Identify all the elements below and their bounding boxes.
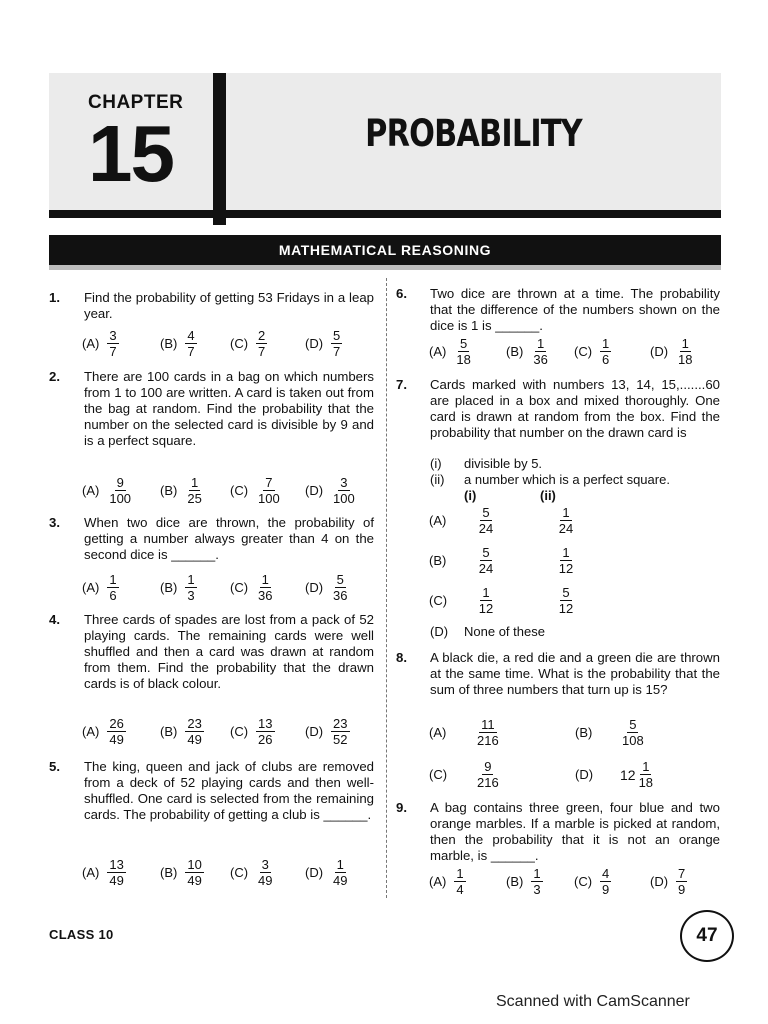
option-c bbox=[230, 857, 275, 888]
fraction: $\frac{1}{3}$ bbox=[533, 866, 541, 897]
fraction: $\frac{10}{49}$ bbox=[187, 857, 202, 888]
option-label: (A) bbox=[429, 513, 447, 528]
chapter-label: CHAPTER bbox=[88, 92, 184, 113]
option-b bbox=[506, 866, 543, 897]
option-d-label: (D) bbox=[430, 624, 449, 639]
option-label: (D) bbox=[575, 767, 594, 782]
question-number: 3. bbox=[49, 515, 60, 530]
option-label: (C) bbox=[574, 344, 593, 359]
fraction: $\frac{1}{6}$ bbox=[109, 572, 117, 603]
option-a bbox=[429, 866, 466, 897]
option-label: (B) bbox=[575, 725, 593, 740]
fraction: $\frac{11}{216}$ bbox=[477, 717, 499, 748]
option-c bbox=[429, 585, 581, 616]
fraction: $\frac{1}{18}$ bbox=[678, 336, 693, 367]
option-label: (C) bbox=[230, 865, 249, 880]
fraction: $\frac{5}{18}$ bbox=[456, 336, 471, 367]
fraction: $\frac{9}{100}$ bbox=[109, 475, 132, 506]
option-d bbox=[650, 866, 687, 897]
option-label: (B) bbox=[160, 724, 178, 739]
fraction: $\frac{3}{100}$ bbox=[333, 475, 355, 506]
option-c bbox=[574, 866, 611, 897]
sub-part-i: divisible by 5. bbox=[464, 456, 543, 471]
option-a bbox=[82, 475, 133, 506]
option-b bbox=[160, 716, 204, 747]
option-label: (B) bbox=[506, 874, 524, 889]
option-d bbox=[305, 857, 350, 888]
fraction: $\frac{7}{9}$ bbox=[678, 866, 686, 897]
option-d bbox=[305, 716, 350, 747]
question-text: Two dice are thrown at a time. The probability that the difference of the numbers shown on the dice is 1 is ______. bbox=[430, 286, 720, 333]
option-label: (C) bbox=[429, 593, 448, 608]
option-label: (D) bbox=[305, 483, 324, 498]
fraction: $\frac{1}{4}$ bbox=[456, 866, 464, 897]
option-label: (C) bbox=[429, 767, 448, 782]
option-label: (A) bbox=[82, 336, 100, 351]
option-label: (B) bbox=[506, 344, 524, 359]
option-d bbox=[305, 328, 342, 359]
option-a bbox=[82, 572, 119, 603]
fraction: $\frac{4}{7}$ bbox=[187, 328, 195, 359]
option-a bbox=[82, 716, 126, 747]
option-label: (B) bbox=[160, 483, 178, 498]
page-number: 47 bbox=[696, 925, 718, 946]
fraction: $\frac{1}{12}$ bbox=[478, 585, 494, 616]
option-a bbox=[429, 505, 581, 536]
sub-part-i-label: (i) bbox=[430, 456, 442, 471]
fraction: $\frac{3}{49}$ bbox=[258, 857, 273, 888]
option-label: (A) bbox=[429, 344, 447, 359]
fraction: $\frac{1}{24}$ bbox=[558, 505, 574, 536]
option-label: (A) bbox=[429, 874, 447, 889]
option-label: (D) bbox=[305, 724, 324, 739]
option-a bbox=[82, 328, 119, 359]
option-label: (A) bbox=[82, 724, 100, 739]
question-text: The king, queen and jack of clubs are removed from a deck of 52 playing cards and then well-shuffled. One card is selected from the remaining cards. The probability of getting a club is ______. bbox=[84, 759, 374, 822]
option-c bbox=[230, 328, 267, 359]
option-d bbox=[650, 336, 695, 367]
fraction: $\frac{23}{52}$ bbox=[333, 716, 348, 747]
fraction: $\frac{5}{12}$ bbox=[558, 585, 574, 616]
fraction: $\frac{9}{216}$ bbox=[477, 759, 499, 790]
option-label: (C) bbox=[574, 874, 593, 889]
question-number: 4. bbox=[49, 612, 60, 627]
option-c bbox=[230, 716, 275, 747]
header-horizontal-rule bbox=[49, 210, 721, 218]
section-heading-bar bbox=[49, 235, 721, 265]
option-label: (B) bbox=[160, 865, 178, 880]
option-b bbox=[160, 857, 204, 888]
fraction: $\frac{1}{25}$ bbox=[187, 475, 202, 506]
question-number: 6. bbox=[396, 286, 407, 301]
question-text: When two dice are thrown, the probability of getting a number always greater than 4 on the second dice is ______. bbox=[84, 515, 374, 562]
option-d bbox=[305, 475, 357, 506]
fraction: $\frac{5}{36}$ bbox=[333, 572, 348, 603]
fraction: $\frac{1}{36}$ bbox=[258, 572, 273, 603]
fraction: $\frac{26}{49}$ bbox=[109, 716, 124, 747]
option-b bbox=[160, 475, 204, 506]
option-b bbox=[160, 572, 197, 603]
fraction: $\frac{1}{36}$ bbox=[533, 336, 548, 367]
option-c bbox=[230, 475, 282, 506]
option-a bbox=[429, 336, 473, 367]
section-heading: MATHEMATICAL REASONING bbox=[278, 242, 492, 258]
question-text: A black die, a red die and a green die are thrown at the same time. What is the probability that the sum of three numbers that turn up is 15? bbox=[430, 650, 720, 697]
fraction: $\frac{23}{49}$ bbox=[187, 716, 202, 747]
fraction: $\frac{1}{18}$ bbox=[638, 759, 654, 790]
option-label: (C) bbox=[230, 580, 249, 595]
fraction: $\frac{13}{49}$ bbox=[109, 857, 124, 888]
option-c bbox=[230, 572, 275, 603]
sub-part-ii-label: (ii) bbox=[430, 472, 445, 487]
option-label: (A) bbox=[82, 865, 100, 880]
question-number: 9. bbox=[396, 800, 407, 815]
option-label: (A) bbox=[82, 580, 100, 595]
option-label: (D) bbox=[305, 336, 324, 351]
column-divider bbox=[386, 278, 387, 898]
question-number: 5. bbox=[49, 759, 60, 774]
option-b bbox=[575, 717, 646, 748]
fraction: $\frac{3}{7}$ bbox=[109, 328, 117, 359]
option-label: (D) bbox=[305, 865, 324, 880]
fraction: $\frac{1}{6}$ bbox=[602, 336, 610, 367]
class-label: CLASS 10 bbox=[49, 927, 114, 942]
option-a bbox=[82, 857, 126, 888]
question-number: 1. bbox=[49, 290, 60, 305]
option-label: (B) bbox=[160, 336, 178, 351]
option-label: (D) bbox=[305, 580, 324, 595]
option-d bbox=[305, 572, 350, 603]
fraction: $\frac{13}{26}$ bbox=[258, 716, 273, 747]
section-heading-shadow bbox=[49, 265, 721, 270]
page-number-badge bbox=[680, 910, 734, 962]
fraction: $\frac{5}{108}$ bbox=[622, 717, 644, 748]
option-d: None of these bbox=[464, 624, 545, 639]
fraction: $\frac{5}{7}$ bbox=[333, 328, 341, 359]
scanner-watermark: Scanned with CamScanner bbox=[496, 993, 690, 1010]
option-d bbox=[575, 759, 655, 790]
option-label: (B) bbox=[429, 553, 447, 568]
question-number: 2. bbox=[49, 369, 60, 384]
option-label: (D) bbox=[650, 874, 669, 889]
chapter-number: 15 bbox=[88, 109, 173, 198]
option-label: (C) bbox=[230, 724, 249, 739]
option-label: (B) bbox=[160, 580, 178, 595]
option-label: (C) bbox=[230, 483, 249, 498]
page-title: PROBABILITY bbox=[365, 112, 582, 155]
question-text: There are 100 cards in a bag on which numbers from 1 to 100 are written. A card is taken out from the bag at random. Find the probability that the number on the selected card is divisible by 9 and is a perfect square. bbox=[84, 369, 374, 448]
header-vertical-rule bbox=[213, 73, 226, 225]
fraction: $\frac{1}{12}$ bbox=[558, 545, 574, 576]
option-c bbox=[574, 336, 611, 367]
sub-part-ii: a number which is a perfect square. bbox=[464, 472, 670, 487]
option-label: (A) bbox=[429, 725, 447, 740]
fraction: $\frac{1}{3}$ bbox=[187, 572, 195, 603]
option-c bbox=[429, 759, 501, 790]
fraction: $\frac{2}{7}$ bbox=[258, 328, 266, 359]
option-b bbox=[506, 336, 550, 367]
fraction: $\frac{5}{24}$ bbox=[478, 505, 494, 536]
question-text: Cards marked with numbers 13, 14, 15,.......60 are placed in a box and mixed thoroughly. One card is drawn at random from the box. Find the probability that number on the drawn card is bbox=[430, 377, 720, 440]
fraction: $\frac{1}{49}$ bbox=[333, 857, 348, 888]
option-b bbox=[160, 328, 197, 359]
question-number: 7. bbox=[396, 377, 407, 392]
question-text: A bag contains three green, four blue and two orange marbles. If a marble is picked at random, then the probability that it is not an orange marble, is ______. bbox=[430, 800, 720, 863]
mixed-number-whole: 12 bbox=[620, 766, 636, 783]
column-header-ii: (ii) bbox=[540, 488, 556, 503]
option-a bbox=[429, 717, 501, 748]
question-text: Find the probability of getting 53 Fridays in a leap year. bbox=[84, 290, 374, 321]
column-header-i: (i) bbox=[464, 488, 477, 503]
option-label: (C) bbox=[230, 336, 249, 351]
option-b bbox=[429, 545, 581, 576]
question-number: 8. bbox=[396, 650, 407, 665]
fraction: $\frac{5}{24}$ bbox=[478, 545, 494, 576]
fraction: $\frac{7}{100}$ bbox=[258, 475, 280, 506]
fraction: $\frac{4}{9}$ bbox=[602, 866, 610, 897]
option-label: (D) bbox=[650, 344, 669, 359]
question-text: Three cards of spades are lost from a pack of 52 playing cards. The remaining cards were well shuffled and then a card was drawn at random from them. Find the probability that the drawn cards is of black colour. bbox=[84, 612, 374, 691]
option-label: (A) bbox=[82, 483, 100, 498]
